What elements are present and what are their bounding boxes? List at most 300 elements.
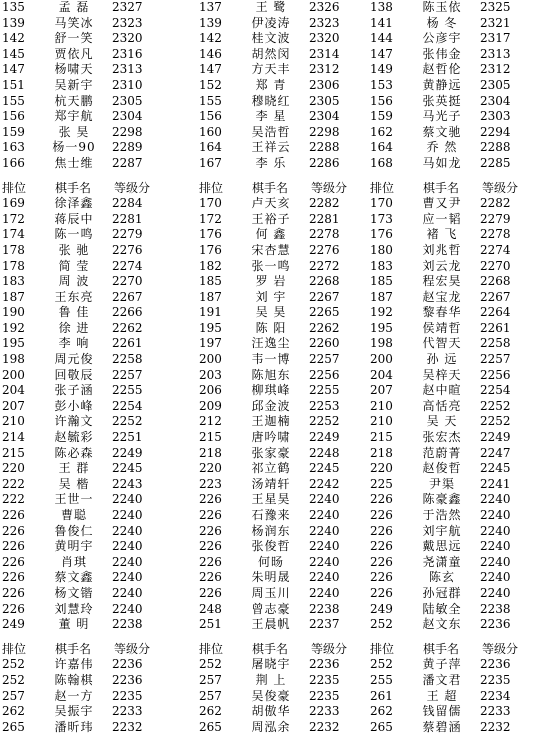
player-row [370, 430, 542, 446]
player-name: 赵俊哲 [422, 461, 462, 476]
player-row [2, 0, 174, 16]
rank-cell: 249 [2, 617, 25, 632]
rank-cell: 142 [2, 31, 25, 46]
rating-cell: 2252 [480, 414, 511, 429]
rating-cell: 2253 [309, 398, 340, 413]
player-name: 王裕子 [251, 211, 291, 226]
player-row [370, 125, 542, 141]
player-name: 鲁 佳 [58, 305, 90, 320]
rating-cell: 2235 [309, 688, 340, 703]
rating-cell: 2249 [112, 445, 143, 460]
rating-cell: 2249 [309, 430, 340, 445]
rank-cell: 180 [370, 242, 393, 257]
player-name: 钱留儒 [422, 704, 462, 719]
player-name: 宋杏慧 [251, 242, 291, 257]
player-row [370, 492, 542, 508]
player-name: 许瀚文 [54, 414, 94, 429]
rank-cell: 172 [2, 211, 25, 226]
rating-cell: 2304 [480, 93, 511, 108]
rating-cell: 2326 [309, 0, 340, 14]
player-row [2, 227, 174, 243]
player-row [2, 399, 174, 415]
player-name: 赵中暄 [422, 383, 462, 398]
rank-cell: 226 [199, 585, 222, 600]
rating-cell: 2233 [112, 704, 143, 719]
rating-cell: 2312 [309, 62, 340, 77]
player-row [2, 274, 174, 290]
player-row [199, 156, 371, 172]
rating-cell: 2270 [480, 258, 511, 273]
player-name: 赵毓彩 [54, 430, 94, 445]
player-name: 李 乐 [255, 155, 287, 170]
rank-cell: 226 [2, 539, 25, 554]
player-name: 赵文东 [422, 617, 462, 632]
player-row [2, 461, 174, 477]
rating-cell: 2234 [480, 688, 511, 703]
player-name: 荆 上 [255, 672, 287, 687]
player-name: 曹聪 [60, 508, 87, 522]
rank-cell: 149 [370, 62, 393, 77]
player-row [2, 321, 174, 337]
rank-cell: 139 [199, 15, 222, 30]
player-name: 邱金波 [251, 398, 291, 413]
player-row [2, 657, 174, 673]
rating-cell: 2240 [309, 570, 340, 585]
rating-cell: 2312 [480, 62, 511, 77]
rank-cell: 226 [370, 508, 393, 522]
rank-cell: 226 [199, 539, 222, 554]
rating-cell: 2238 [112, 617, 143, 632]
player-row [370, 274, 542, 290]
player-name: 郑 青 [255, 77, 287, 92]
player-row [199, 555, 371, 571]
header-row [370, 181, 542, 197]
rank-cell: 226 [370, 570, 393, 585]
rating-cell: 2286 [309, 155, 340, 170]
player-row [199, 227, 371, 243]
player-row [2, 570, 174, 586]
player-row [2, 446, 174, 462]
rating-cell: 2254 [112, 398, 143, 413]
rating-cell: 2258 [480, 336, 511, 351]
player-name: 乔 然 [426, 140, 458, 155]
player-name: 尧潇童 [422, 554, 462, 569]
player-row [199, 94, 371, 110]
player-name: 蔡碧涵 [422, 719, 462, 734]
player-row [370, 446, 542, 462]
rank-cell: 226 [199, 508, 222, 522]
rank-cell: 226 [199, 492, 222, 507]
rating-cell: 2289 [112, 140, 143, 155]
rank-cell: 156 [199, 109, 222, 124]
rank-cell: 251 [199, 617, 222, 632]
rating-cell: 2255 [309, 383, 340, 398]
player-name: 陈豪鑫 [422, 492, 462, 507]
player-row [199, 62, 371, 78]
player-name: 代智天 [422, 336, 462, 351]
rating-cell: 2240 [309, 508, 340, 522]
rank-cell: 248 [199, 601, 222, 616]
player-row [2, 414, 174, 430]
rank-cell: 174 [2, 227, 25, 242]
player-row [199, 290, 371, 306]
rating-cell: 2274 [480, 242, 511, 257]
rating-cell: 2240 [112, 570, 143, 585]
header-name: 棋手名 [422, 641, 459, 656]
rating-cell: 2240 [480, 539, 511, 554]
header-name: 棋手名 [251, 180, 288, 195]
rating-cell: 2240 [309, 554, 340, 569]
rank-cell: 212 [199, 414, 222, 429]
player-row [199, 689, 371, 705]
rank-cell: 226 [2, 523, 25, 538]
player-name: 穆晓红 [251, 93, 291, 108]
header-row [2, 642, 174, 658]
rank-cell: 222 [2, 476, 25, 491]
rating-cell: 2304 [309, 109, 340, 124]
rank-cell: 262 [2, 704, 25, 719]
rating-cell: 2298 [309, 124, 340, 139]
rank-cell: 218 [199, 445, 222, 460]
player-row [2, 109, 174, 125]
player-row [199, 586, 371, 602]
rating-cell: 2232 [480, 719, 511, 734]
rating-cell: 2238 [309, 601, 340, 616]
rating-cell: 2240 [112, 601, 143, 616]
rank-cell: 155 [2, 93, 25, 108]
rank-cell: 210 [2, 414, 25, 429]
player-name: 桂文波 [251, 31, 291, 46]
player-name: 汪逸尘 [251, 336, 291, 351]
player-name: 王东亮 [54, 289, 94, 304]
player-row [370, 212, 542, 228]
rating-cell: 2236 [309, 657, 340, 672]
player-name: 祁立鹤 [251, 461, 291, 476]
rating-cell: 2282 [480, 196, 511, 211]
player-row [370, 673, 542, 689]
player-row [2, 78, 174, 94]
rating-cell: 2321 [480, 15, 511, 30]
player-row [2, 720, 174, 735]
player-name: 王 群 [58, 461, 90, 476]
rating-cell: 2327 [112, 0, 143, 14]
player-name: 赵宝龙 [422, 289, 462, 304]
player-name: 黎春华 [422, 305, 462, 320]
player-row [199, 47, 371, 63]
rating-cell: 2240 [112, 554, 143, 569]
rating-cell: 2240 [480, 585, 511, 600]
rating-cell: 2323 [309, 15, 340, 30]
player-row [2, 617, 174, 633]
header-score: 等级分 [114, 180, 151, 195]
player-row [370, 227, 542, 243]
player-row [2, 259, 174, 275]
player-name: 曹又尹 [422, 196, 462, 211]
player-row [370, 31, 542, 47]
rating-cell: 2240 [112, 539, 143, 554]
player-name: 蔡文鑫 [54, 570, 94, 585]
player-row [2, 62, 174, 78]
rank-cell: 170 [199, 196, 222, 211]
rating-cell: 2287 [112, 155, 143, 170]
player-name: 吴 昊 [255, 305, 287, 320]
rank-cell: 176 [199, 227, 222, 242]
player-row [199, 508, 371, 524]
rating-cell: 2298 [112, 124, 143, 139]
rank-cell: 178 [2, 258, 25, 273]
player-name: 杨润东 [251, 523, 291, 538]
rank-cell: 252 [2, 672, 25, 687]
player-name: 黄明宇 [54, 539, 94, 554]
rating-cell: 2268 [309, 274, 340, 289]
rank-cell: 255 [370, 672, 393, 687]
player-name: 肖琪 [60, 554, 87, 569]
player-name: 黄子萍 [422, 657, 462, 672]
rank-cell: 197 [199, 336, 222, 351]
player-row [199, 274, 371, 290]
rank-cell: 226 [2, 554, 25, 569]
header-row [2, 181, 174, 197]
player-name: 彭小峰 [54, 398, 94, 413]
player-name: 张家豪 [251, 445, 291, 460]
player-name: 徐 进 [58, 320, 90, 335]
player-row [199, 477, 371, 493]
player-row [370, 336, 542, 352]
player-name: 刘慧玲 [54, 601, 94, 616]
rank-cell: 176 [199, 242, 222, 257]
player-name: 张伟金 [422, 46, 462, 61]
rating-cell: 2252 [309, 414, 340, 429]
player-name: 孙 远 [426, 352, 458, 367]
rating-cell: 2320 [112, 31, 143, 46]
rating-cell: 2274 [112, 258, 143, 273]
rank-cell: 170 [370, 196, 393, 211]
player-row [199, 539, 371, 555]
rank-cell: 207 [2, 398, 25, 413]
rank-cell: 223 [199, 476, 222, 491]
rank-cell: 225 [370, 476, 393, 491]
player-name: 高恬亮 [422, 398, 462, 413]
player-name: 柳琪峰 [251, 383, 291, 398]
rating-cell: 2281 [112, 211, 143, 226]
player-name: 何 鑫 [255, 227, 287, 242]
rating-cell: 2235 [112, 688, 143, 703]
rating-cell: 2236 [112, 657, 143, 672]
player-name: 徐泽鑫 [54, 196, 94, 211]
header-rank: 排位 [370, 180, 395, 195]
player-row [370, 321, 542, 337]
rank-cell: 147 [2, 62, 25, 77]
rating-cell: 2267 [112, 289, 143, 304]
rank-cell: 204 [2, 383, 25, 398]
rating-cell: 2279 [480, 211, 511, 226]
rank-cell: 187 [2, 289, 25, 304]
rating-cell: 2282 [309, 196, 340, 211]
player-name: 汤靖轩 [251, 476, 291, 491]
rank-cell: 182 [199, 258, 222, 273]
rank-cell: 168 [370, 155, 393, 170]
player-name: 郑宇航 [54, 109, 94, 124]
rank-cell: 210 [370, 398, 393, 413]
rank-cell: 200 [199, 352, 222, 367]
player-row [2, 47, 174, 63]
header-score: 等级分 [311, 180, 348, 195]
player-name: 石豫来 [251, 508, 291, 522]
player-row [370, 602, 542, 618]
rating-cell: 2325 [480, 0, 511, 14]
player-name: 杨一90 [52, 140, 96, 155]
player-row [2, 290, 174, 306]
rating-cell: 2236 [480, 617, 511, 632]
player-row [199, 414, 371, 430]
player-row [370, 704, 542, 720]
rank-cell: 226 [370, 554, 393, 569]
player-row [199, 492, 371, 508]
player-name: 周泓余 [251, 719, 291, 734]
player-name: 陈玄 [428, 570, 455, 585]
player-row [199, 399, 371, 415]
player-row [370, 383, 542, 399]
rank-cell: 191 [199, 305, 222, 320]
player-name: 杨啸天 [54, 62, 94, 77]
player-name: 杨 冬 [426, 15, 458, 30]
player-row [370, 62, 542, 78]
player-name: 吴新宇 [54, 77, 94, 92]
rating-cell: 2232 [309, 719, 340, 734]
rating-cell: 2240 [309, 492, 340, 507]
rating-cell: 2265 [309, 305, 340, 320]
rank-cell: 265 [2, 719, 25, 734]
rating-cell: 2278 [309, 227, 340, 242]
rank-cell: 200 [370, 352, 393, 367]
rank-cell: 257 [199, 672, 222, 687]
player-row [370, 461, 542, 477]
rank-cell: 135 [2, 0, 25, 14]
rating-cell: 2248 [309, 445, 340, 460]
rating-cell: 2240 [309, 539, 340, 554]
rating-cell: 2256 [480, 367, 511, 382]
player-name: 王迦楠 [251, 414, 291, 429]
rating-cell: 2317 [480, 31, 511, 46]
rank-cell: 164 [370, 140, 393, 155]
header-score: 等级分 [482, 641, 519, 656]
rating-cell: 2262 [309, 320, 340, 335]
player-name: 周玉川 [251, 585, 291, 600]
rating-cell: 2320 [309, 31, 340, 46]
rating-cell: 2258 [112, 352, 143, 367]
player-name: 程宏昊 [422, 274, 462, 289]
player-row [370, 109, 542, 125]
rank-cell: 146 [199, 46, 222, 61]
player-name: 陈一鸣 [54, 227, 94, 242]
rank-cell: 137 [199, 0, 222, 14]
rank-cell: 226 [370, 539, 393, 554]
player-row [199, 720, 371, 735]
rating-cell: 2240 [480, 523, 511, 538]
rating-cell: 2260 [309, 336, 340, 351]
rating-cell: 2233 [309, 704, 340, 719]
player-row [199, 196, 371, 212]
rank-column [2, 0, 174, 735]
rating-cell: 2252 [480, 398, 511, 413]
rank-cell: 262 [370, 704, 393, 719]
player-row [199, 383, 371, 399]
player-name: 马笑冰 [54, 15, 94, 30]
player-name: 舒一笑 [54, 31, 94, 46]
rating-cell: 2240 [112, 508, 143, 522]
rank-cell: 226 [370, 585, 393, 600]
player-row [199, 673, 371, 689]
player-row [2, 524, 174, 540]
rating-cell: 2243 [112, 476, 143, 491]
rank-cell: 167 [199, 155, 222, 170]
player-name: 朱明晟 [251, 570, 291, 585]
player-name: 陈 阳 [255, 320, 287, 335]
rank-cell: 218 [370, 445, 393, 460]
player-row [2, 602, 174, 618]
rating-cell: 2278 [480, 227, 511, 242]
rank-cell: 257 [199, 688, 222, 703]
player-row [199, 16, 371, 32]
rating-cell: 2247 [480, 445, 511, 460]
player-name: 杨文锴 [54, 585, 94, 600]
header-score: 等级分 [482, 180, 519, 195]
player-row [2, 508, 174, 524]
rank-cell: 249 [370, 601, 393, 616]
rank-cell: 190 [2, 305, 25, 320]
rank-cell: 185 [199, 274, 222, 289]
player-name: 卢天亥 [251, 196, 291, 211]
player-name: 刘兆哲 [422, 242, 462, 257]
player-name: 焦士维 [54, 155, 94, 170]
player-row [199, 321, 371, 337]
player-name: 董 明 [58, 617, 90, 632]
rank-cell: 187 [199, 289, 222, 304]
player-name: 张宏杰 [422, 430, 462, 445]
header-name: 棋手名 [251, 641, 288, 656]
rank-cell: 169 [2, 196, 25, 211]
player-name: 王星昊 [251, 492, 291, 507]
player-row [199, 430, 371, 446]
player-row [370, 399, 542, 415]
player-row [370, 243, 542, 259]
rank-cell: 151 [2, 77, 25, 92]
rank-cell: 195 [199, 320, 222, 335]
player-name: 于浩然 [422, 508, 462, 522]
rating-cell: 2323 [112, 15, 143, 30]
rank-cell: 204 [370, 367, 393, 382]
player-name: 吴 天 [426, 414, 458, 429]
player-name: 应一韬 [422, 211, 462, 226]
player-name: 王祥云 [251, 140, 291, 155]
player-row [199, 524, 371, 540]
rating-cell: 2266 [112, 305, 143, 320]
rating-cell: 2240 [480, 554, 511, 569]
rating-cell: 2238 [480, 601, 511, 616]
rank-cell: 147 [370, 46, 393, 61]
rank-cell: 252 [199, 657, 222, 672]
rank-column [370, 0, 542, 735]
header-name: 棋手名 [54, 180, 91, 195]
header-name: 棋手名 [54, 641, 91, 656]
player-row [2, 492, 174, 508]
player-name: 简 莹 [58, 258, 90, 273]
rank-cell: 226 [2, 601, 25, 616]
rating-cell: 2303 [480, 109, 511, 124]
rating-cell: 2305 [112, 93, 143, 108]
player-name: 吴振宇 [54, 704, 94, 719]
player-row [199, 336, 371, 352]
